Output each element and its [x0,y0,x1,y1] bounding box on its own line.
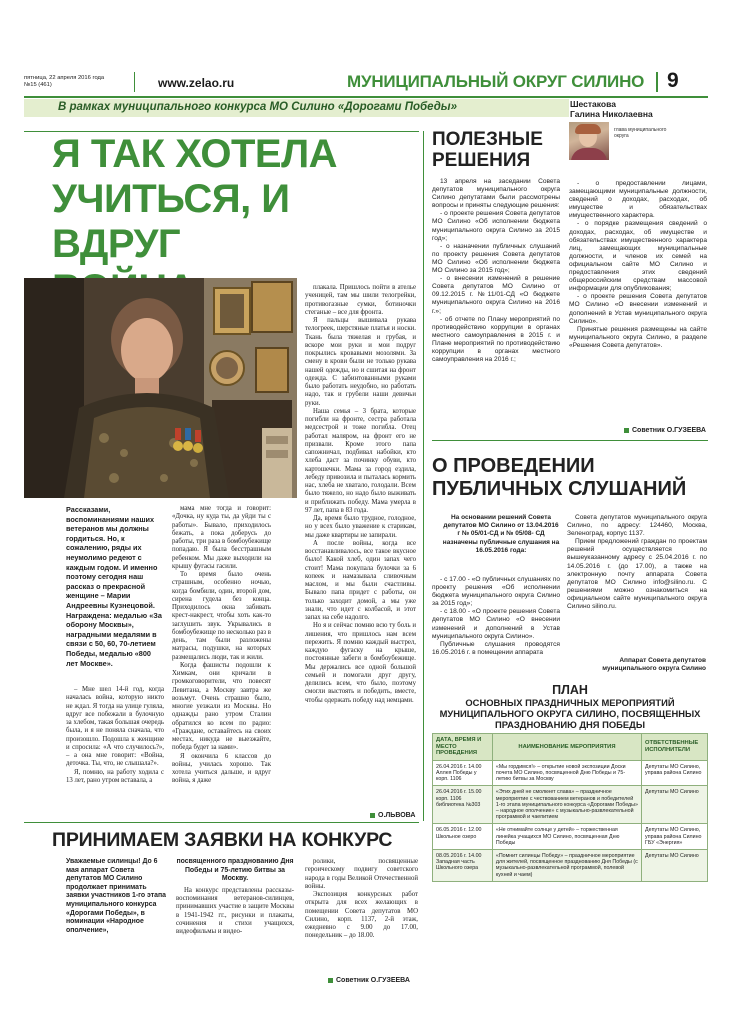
useful-col-b [569,180,707,350]
hearings-paragraph: Прием предложений граждан по проектам решений осуществляется по вышеуказанному адресу с 25.04.2016 г. по 14.05.2016 г. (до 17.00), а также на электронную почту аппарата Совета депутатов МО Силино info@silino.ru. С решениями можно ознакомиться на официальном сайте муниципального округа Силино silino.ru. [567,538,707,611]
plan-cell-date: 06.05.2016 г. 12.00 Школьное озеро [433,824,493,850]
main-title-line-1: Я ТАК ХОТЕЛА [52,132,338,176]
hearings-paragraph: - с 17.00 - «О публичных слушаниях по проекту решения «Об исполнении бюджета муниципального округа Силино за 2015 год»; [432,576,560,608]
useful-paragraph: - о назначении публичных слушаний по проекту решения Совета депутатов МО Силино «Об исполнении бюджета МО Силино за 2015 год»; [432,242,560,275]
plan-cell-responsible: Депутаты МО Силино, управа района Силино ГБУ «Энергия» [642,824,708,850]
article-paragraph: Наша семья – 3 брата, которые погибли на фронте, сестра работала медсестрой и тоже погибла. Отец работал маляром, на фронт его не призвали. Кроме этого папа сапожничал, подбивал набойки, кто хлеба даст за починку обуви, кто картошечки. Мама за город ездила, лебеду привозила и пыталась кормить нас, хлеба не хватало, голодали. Всем было тяжело, но надо было выживать и приближать победу. Мама умерла в 97 лет, папа в 83 года. [305,407,416,514]
hearings-col-a [432,576,560,657]
useful-paragraph: - о порядке размещения сведений о доходах, расходах, об имуществе и обязательствах имущественного характера лиц, замещающих муниципальные должности, и членов их семей на официальном сайте МО Силино и предоставления этих сведений общероссийским средствам массовой информации для опубликования; [569,220,707,293]
contest-top-rule [24,822,419,823]
article-paragraph: Когда фашисты подошли к Химкам, они кричали в громкоговорители, что повесят Левитана, а Москву завтра же возьмут. Очень страшно было, многие уезжали из Москвы. Но однажды рано утром Сталин обратился ко всем по радио: «Граждане, оставайтесь на своих местах, никуда не выезжайте, победа будет за нами». [172,661,271,752]
plan-row [433,824,708,850]
plan-row [433,760,708,786]
veteran-photo [24,278,297,498]
plan-column-header: НАИМЕНОВАНИЕ МЕРОПРИЯТИЯ [492,734,641,761]
author-name [570,99,653,119]
contest-col-b [176,858,294,936]
issue-date: пятница, 22 апреля 2016 года [24,75,105,81]
contest-col-b-text: На конкурс представлены рассказы-воспоминания ветеранов-силинцев, принимавших участие в защите Москвы в 1941-1942 гг., рисунки и плакаты, сочинения и стихи учащихся, видеофильмы и видео- [176,886,294,936]
kicker-text: В рамках муниципального конкурса МО Силино «Дорогами Победы» [58,101,458,113]
plan-cell-event: «Мы гордимся!» – открытие новой экспозиции Доски почета МО Силино, посвященной Дню Победы и 75-летию битвы за Москву [492,760,641,786]
useful-paragraph: - о проекте решения Совета депутатов МО Силино «О внесении изменений и дополнений в Устав муниципального округа Силино». [569,293,707,325]
contest-signature-text: Советник О.ГУЗЕЕВА [336,977,410,984]
header-divider-2 [656,72,658,92]
useful-signature-text: Советник О.ГУЗЕЕВА [632,427,706,434]
article-paragraph: То время было очень страшным, особенно ночью, когда бомбили, один, второй дом, сирена гудела без конца. Приходилось окна забивать крест-накрест, чтобы хоть как-то заглушить звук. Укрывались в бомбоубежище по несколько раз в день, там были разложены матрасы, подушки, на которых размещались люди, так и жили. [172,571,271,661]
useful-col-a [432,178,560,364]
hearings-paragraph: Публичные слушания проводятся 16.05.2016 г. в помещении аппарата [432,640,560,656]
useful-paragraph: - о проекте решения Совета депутатов МО Силино «Об исполнении бюджета муниципального округа Силино за 2015 год»; [432,210,560,242]
plan-table [432,733,708,882]
plan-row [433,850,708,882]
contest-paragraph: Экспозиция конкурсных работ открыта для всех желающих в помещении Совета депутатов МО Силино, корп. 1137, 2-й этаж, ежедневно с 9.00 до 17.00, понедельник – до 18.00. [305,891,418,940]
author-given-name: Галина Николаевна [570,109,653,119]
plan-block [432,683,708,882]
plan-cell-date: 26.04.2016 г. 15.00 корп. 1106 библиотека №303 [433,786,493,824]
article-signature-text: О.ЛЬВОВА [378,812,416,819]
hearings-paragraph: - с 18.00 - «О проекте решения Совета депутатов МО Силино «О внесении изменений и дополнений в Устав муниципального округа Силино». [432,608,560,640]
contest-title: ПРИНИМАЕМ ЗАЯВКИ НА КОНКУРС [52,829,393,851]
hearings-intro: На основании решений Совета депутатов МО Силино от 13.04.2016 г № 05/01-СД и № 05/08- СД назначены публичные слушания на 16.05.2016 года: [442,514,560,554]
header-rule [24,96,708,98]
section-title: МУНИЦИПАЛЬНЫЙ ОКРУГ СИЛИНО [347,72,645,91]
author-role: глава муниципального округа [614,127,667,139]
plan-column-header: ОТВЕТСТВЕННЫЕ ИСПОЛНИТЕЛИ [642,734,708,761]
article-col-2 [172,505,271,786]
site-link[interactable]: www.zelao.ru [158,76,235,90]
contest-paragraph: ролики, посвященные героическому подвигу советского народа в годы Великой Отечественной войны. [305,858,418,890]
plan-row [433,786,708,824]
plan-cell-date: 08.05.2016 г. 14.00 Западная часть Школьного озера [433,850,493,882]
article-paragraph: Но я и сейчас помню всю ту боль и лишения, что пришлось нам всем пережить. Я помню каждый выстрел, каждую фугаску на крыше, постоянные забеги в бомбоубежище. Мы держались все одной большой семьей и помогали друг другу, делились всем, что было, поэтому смогли выстоять и победить, вместе, чтобы одержать победу над немцами. [305,622,416,704]
header-divider [134,72,135,92]
article-paragraph: – Мне шел 14-й год, когда началась война, которую никто не ждал. Я тогда на улице гуляла, вдруг все побежали в булочную за хлебом, такая большая очередь была, и я не поняла сначала, что произошло. Подошла к женщине и спросила: «А что случилось?», – а она мне говорит: «Война, деточка. Ты, что, не слышала?». [66,686,164,768]
article-col-1 [66,686,164,785]
page-number: 9 [667,69,679,92]
plan-title: ПЛАН [552,683,588,697]
useful-paragraph: - об отчете по Плану мероприятий по противодействию коррупции в органах местного самоуправления в 2015 г. и Плане мероприятий по противодействию коррупции в органах местного самоуправления на 2016 г.; [432,315,560,364]
useful-paragraph: 13 апреля на заседании Совета депутатов муниципального округа Силино депутатами были рассмотрены вопросы и приняты следующие решения: [432,178,560,210]
plan-subtitle-line-2: МУНИЦИПАЛЬНОГО ОКРУГА СИЛИНО, ПОСВЯЩЕННЫХ [439,708,701,719]
plan-header-row [433,734,708,761]
plan-cell-responsible: Депутаты МО Силино [642,850,708,882]
article-paragraph: Я окончила 6 классов до войны, училась хорошо. Так хотела учиться дальше, и вдруг война, я даже [172,752,271,785]
useful-paragraph: - о предоставлении лицами, замещающими муниципальные должности, сведений о доходах, расходах, об имуществе и обязательствах имущественного характера. [569,180,707,220]
author-photo [569,122,609,160]
hearings-title [432,455,686,501]
plan-cell-responsible: Депутаты МО Силино, управа района Силино [642,760,708,786]
article-paragraph: Я, помню, на работу ходила с 13 лет, рано утром вставала, а [66,768,164,784]
useful-paragraph: Принятые решения размещены на сайте муниципального округа Силино, в разделе «Решения Совета депутатов». [569,325,707,349]
article-paragraph: плакала. Пришлось пойти в ателье ученицей, там мы шили телогрейки, противогазные сумки, ботиночки стеганые – все для фронта. [305,284,416,316]
issue-number: №15 (461) [24,82,52,88]
article-paragraph: Я пальцы вышивала рукава телогреек, шерстяные платья и носки. Ткань была тяжелая и грубая, и вскоре мои руки и мои подруг покрылись кровавыми мозолями. За смену в крови были не только рукава нашей одежды, но и сшитая на фронт одежда. С забинтованными руками было работать неудобно, но работать надо, так и грубели наши девичьи руки. [305,317,416,407]
plan-subtitle [432,697,708,730]
hearings-title-line-1: О ПРОВЕДЕНИИ [432,455,595,477]
column-divider [423,131,424,821]
contest-col-c [305,858,418,941]
article-paragraph: А после войны, когда все восстанавливалось, все такое вкусное было! Какой хлеб, один запах чего стоит! Мама покупала булочки за 6 копеек и намазывала сливочным маслом, и мы были счастливы. Бывало папа придет с работы, он только заходит домой, а мы уже знали, что идет с колбасой, и этот запах на себе надолго. [305,539,416,621]
lead-paragraph: Рассказами, воспоминаниями наших ветеранов мы должны гордиться. Но, к сожалению, ряды их неумолимо редеют с каждым годом. И именно поэтому сегодня наш рассказ о прекрасной женщине – Марии Андреевны Кузнецовой. Награждена: медалью «За оборону Москвы», наградными медалями в связи с 50, 60, 70-летием Победы, медалью «800 лет Москве». [66,505,162,668]
useful-title-line-1: ПОЛЕЗНЫЕ [432,129,543,150]
plan-subtitle-line-1: ОСНОВНЫХ ПРАЗДНИЧНЫХ МЕРОПРИЯТИЙ [465,697,675,708]
author-surname: Шестакова [570,99,616,109]
useful-title [432,129,543,171]
contest-col-a: Уважаемые силинцы! До 6 мая аппарат Совета депутатов МО Силино продолжает принимать заявки участников 1-го этапа муниципального конкурса «Дорогами Победы», в номинации «Народное ополчение», [66,858,166,934]
contest-col-b-bold: посвященного празднованию Дня Победы и 75-летию битвы за Москву. [176,858,294,883]
plan-column-header: ДАТА, ВРЕМЯ И МЕСТО ПРОВЕДЕНИЯ [433,734,493,761]
article-col-3 [305,284,416,705]
plan-cell-date: 26.04.2016 г. 14.00 Аллея Победы у корп. 1106 [433,760,493,786]
plan-cell-event: «Этих дней не смолкнет слава» – праздничное мероприятие с чествованием ветеранов и победителей 1-го этапа муниципального конкурса «Дорогами Победы» – народное ополчение» с музыкально-развлекательной программой и чаепитием [492,786,641,824]
article-signature [370,812,415,819]
useful-bottom-rule [432,440,708,441]
contest-signature [328,977,410,984]
article-paragraph: Да, время было трудное, голодное, но у всех было уважение к старикам, мы даже квартиры не запирали. [305,515,416,539]
useful-signature [624,427,706,434]
plan-cell-event: «Помнит силинцы Победу» – праздничное мероприятие для жителей, посвященное празднованию Дня Победы (с музыкально-развлекательной программой, полевой кухней и чаем) [492,850,641,882]
plan-cell-responsible: Депутаты МО Силино [642,786,708,824]
hearings-title-line-2: ПУБЛИЧНЫХ СЛУШАНИЙ [432,478,687,500]
hearings-col-b [567,514,707,611]
plan-subtitle-line-3: ПРАЗДНОВАНИЮ ДНЯ ПОБЕДЫ [494,719,646,730]
main-title-line-2: УЧИТЬСЯ, И ВДРУГ [52,177,290,266]
useful-title-line-2: РЕШЕНИЯ [432,150,531,171]
plan-cell-event: «Не отнимайте солнце у детей» – торжественная линейка учащихся МО Силино, посвященная Дню Победы [492,824,641,850]
article-paragraph: мама мне тогда и говорит: «Дочка, ну куда ты, да уйди ты с работы». Бывало, приходилось бежать, а пока доберусь до работы, три раза в бомбоубежище попадаю. Я была бесстрашным ребенком. Мы даже выходили на крышу фугасы гасили. [172,505,271,570]
hearings-paragraph: Совета депутатов муниципального округа Силино, по адресу: 124460, Москва, Зеленоград, корпус 1137. [567,514,707,538]
hearings-signature: Аппарат Совета депутатов муниципального округа Силино [602,657,706,672]
useful-paragraph: - о внесении изменений в решение Совета депутатов МО Силино от 09.12.2015 г. №11/01-СД «О бюджете муниципального округа Силино на 2016 г.»; [432,275,560,315]
